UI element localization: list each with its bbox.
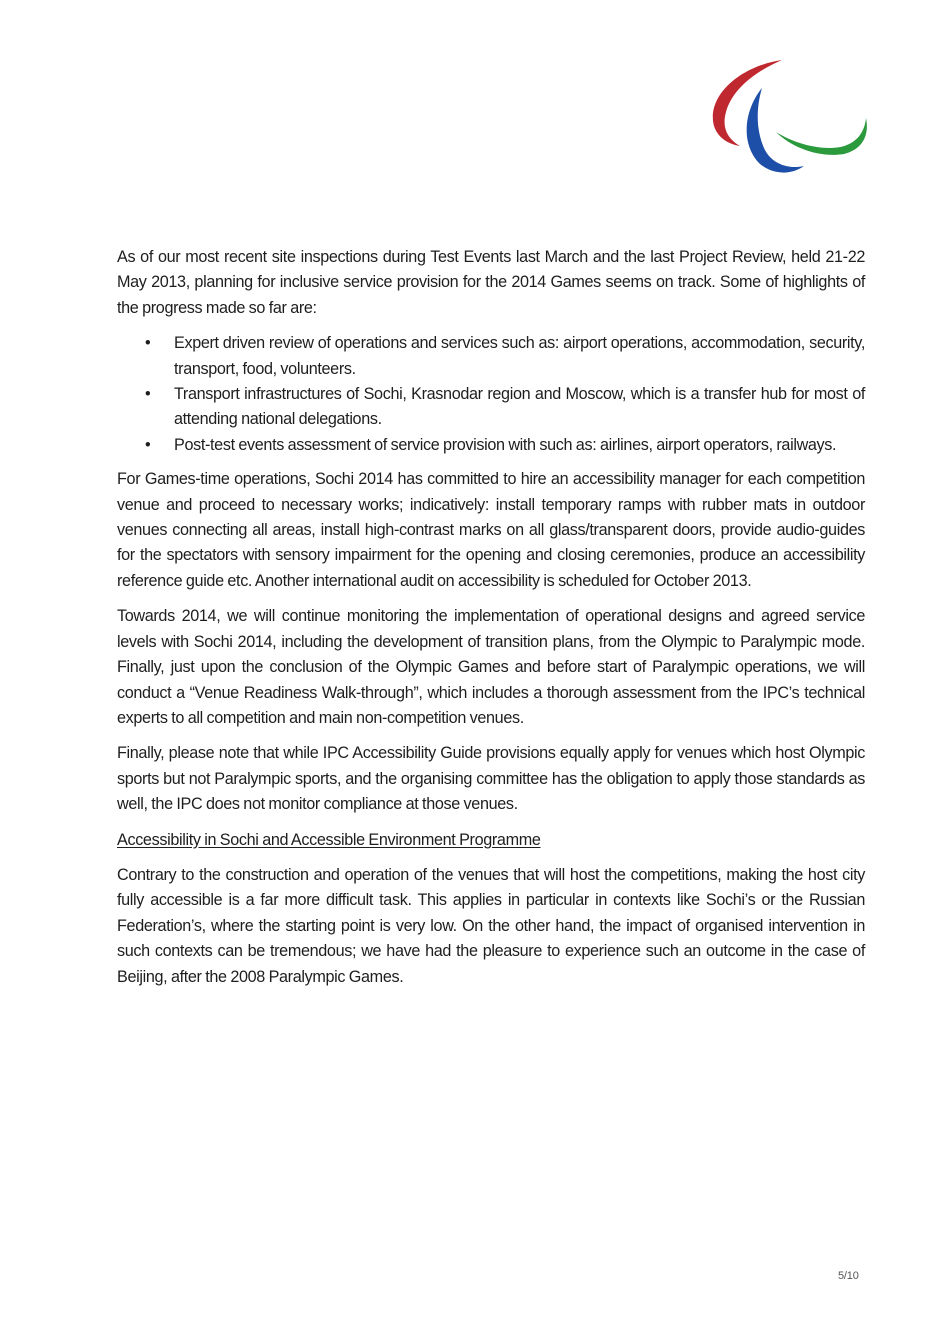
bullet-icon: • — [145, 435, 151, 454]
paralympic-agitos-logo-icon — [700, 52, 872, 180]
section-heading: Accessibility in Sochi and Accessible Environment Programme — [117, 830, 541, 849]
compliance-note-paragraph: Finally, please note that while IPC Accessibility Guide provisions equally apply for venues which host Olympic sports but not Paralympic sports, and the organising committee has the obligation to apply those standards as well, the IPC does not monitor compliance at those venues. — [117, 744, 865, 814]
highlights-list — [117, 331, 865, 458]
list-item — [117, 382, 865, 433]
list-item-text: Transport infrastructures of Sochi, Krasnodar region and Moscow, which is a transfer hub for most of attending national delegations. — [174, 385, 865, 429]
games-time-operations-paragraph: For Games-time operations, Sochi 2014 has committed to hire an accessibility manager for each competition venue and proceed to necessary works; indicatively: install temporary ramps with rubber mats in outdoor venues connecting all areas, install high-contrast marks on all glass/transparent doors, provide audio-guides for the spectators with sensory impairment for the opening and closing ceremonies, produce an accessibility reference guide etc. Another international audit on accessibility is scheduled for October 2013. — [117, 470, 865, 590]
bullet-icon: • — [145, 334, 151, 353]
page-number: 5/10 — [838, 1270, 859, 1282]
bullet-icon: • — [145, 385, 151, 404]
towards-2014-paragraph: Towards 2014, we will continue monitoring the implementation of operational designs and agreed service levels with Sochi 2014, including the development of transition plans, from the Olympic to Paralympic mode. Finally, just upon the conclusion of the Olympic Games and before start of Paralympic operations, we will conduct a “Venue Readiness Walk-through”, which includes a thorough assessment from the IPC’s technical experts to all competition and main non-competition venues. — [117, 607, 865, 727]
document-body — [117, 245, 865, 1000]
list-item — [117, 331, 865, 382]
intro-paragraph: As of our most recent site inspections during Test Events last March and the last Project Review, held 21-22 May 2013, planning for inclusive service provision for the 2014 Games seems on track. Some of highlights of the progress made so far are: — [117, 248, 865, 317]
list-item — [117, 433, 865, 458]
accessibility-sochi-paragraph: Contrary to the construction and operation of the venues that will host the competitions, making the host city fully accessible is a far more difficult task. This applies in particular in contexts like Sochi’s or the Russian Federation’s, where the starting point is very low. On the other hand, the impact of organised intervention in such contexts can be tremendous; we have had the pleasure to experience such an outcome in the case of Beijing, after the 2008 Paralympic Games. — [117, 865, 865, 986]
list-item-text: Expert driven review of operations and services such as: airport operations, accommodation, security, transport, food, volunteers. — [174, 334, 865, 378]
list-item-text: Post-test events assessment of service provision with such as: airlines, airport operators, railways. — [174, 435, 837, 454]
